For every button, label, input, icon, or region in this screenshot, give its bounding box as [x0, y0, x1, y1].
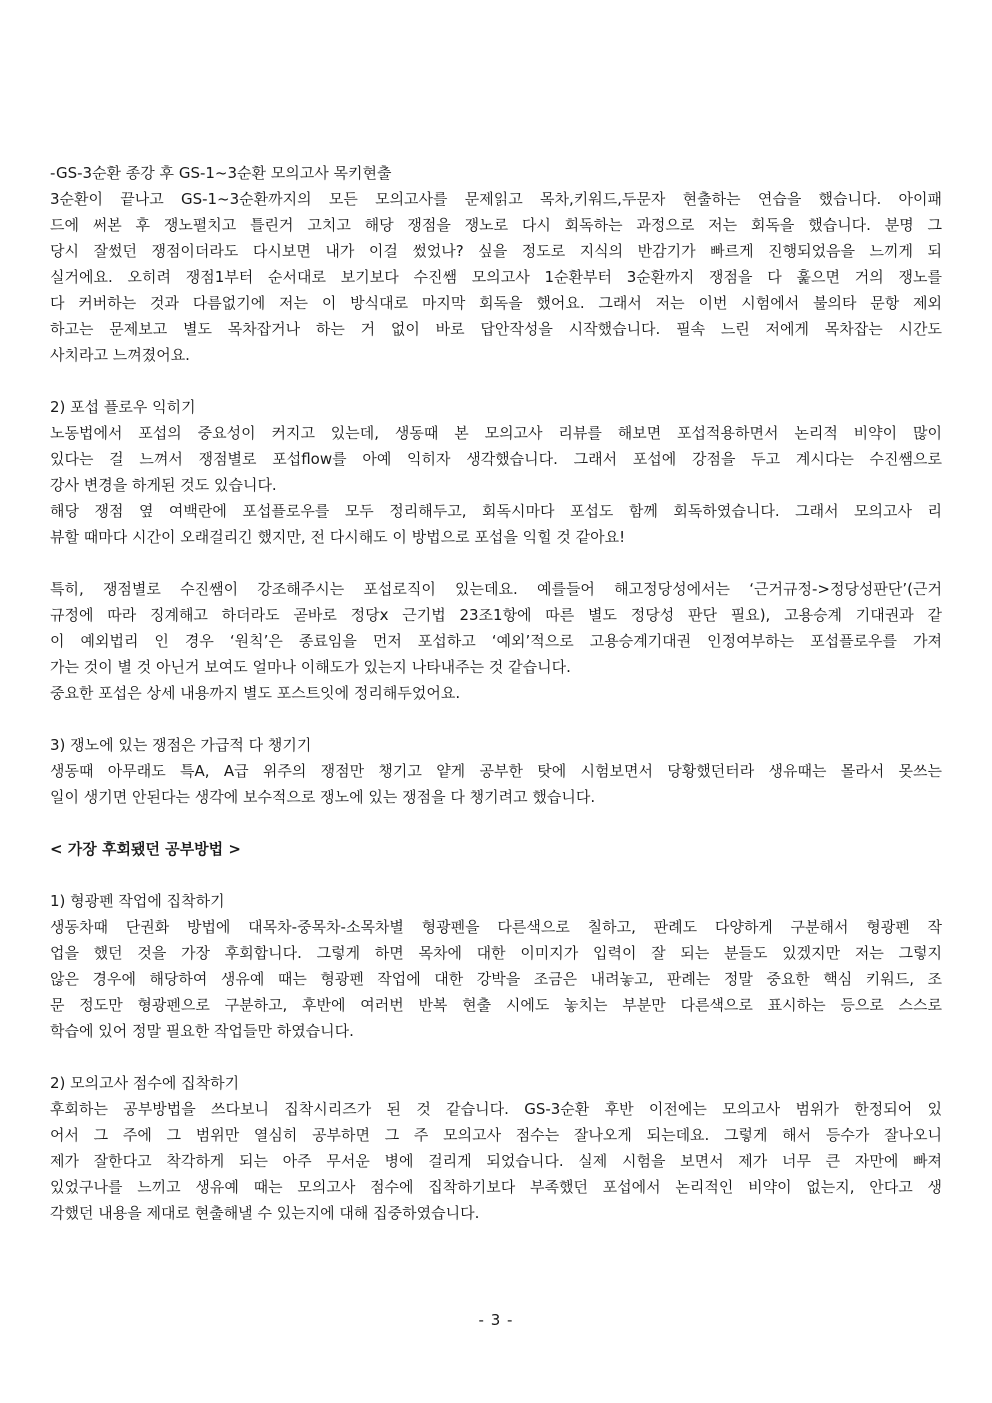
paragraph-line: 제가 잘한다고 착각하게 되는 아주 무서운 병에 걸리게 되었습니다. 실제 시험을 보면서 제가 너무 큰 자만에 빠져 [50, 1152, 942, 1170]
paragraph-line: 해당 쟁점 옆 여백란에 포섭플로우를 모두 정리해두고, 회독시마다 포섭도 함께 회독하였습니다. 그래서 모의고사 리 [50, 502, 942, 520]
section-subsumption-flow [50, 394, 942, 706]
paragraph-line: 노동법에서 포섭의 중요성이 커지고 있는데, 생동때 본 모의고사 리뷰를 해보면 포섭적용하면서 논리적 비약이 많이 [50, 424, 942, 442]
regret-methods-heading-block [50, 836, 942, 862]
paragraph-line: 드에 써본 후 쟁노펼치고 틀린거 고치고 해당 쟁점을 쟁노로 다시 회독하는 과정으로 저는 회독을 했습니다. 분명 그 [50, 216, 942, 234]
paragraph-line: 뷰할 때마다 시간이 오래걸리긴 했지만, 전 다시해도 이 방법으로 포섭을 익힐 것 같아요! [50, 528, 626, 546]
paragraph-line: 업을 했던 것을 가장 후회합니다. 그렇게 하면 목차에 대한 이미지가 입력이 잘 되는 분들도 있겠지만 저는 그렇지 [50, 944, 942, 962]
document-body [50, 160, 942, 1252]
paragraph-line: 하고는 문제보고 별도 목차잡거나 하는 거 없이 바로 답안작성을 시작했습니다. 필속 느린 저에게 목차잡는 시간도 [50, 320, 942, 338]
section-score-obsession [50, 1070, 942, 1226]
paragraph-line: 있다는 걸 느껴서 쟁점별로 포섭flow를 아예 익히자 생각했습니다. 그래서 포섭에 강점을 두고 계시다는 수진쌤으로 [50, 450, 942, 468]
paragraph-line: 규정에 따라 징계해고 하더라도 곧바로 정당x 근기법 23조1항에 따른 별도 정당성 판단 필요), 고용승계 기대권과 같 [50, 606, 942, 624]
paragraph-line: 생동차때 단권화 방법에 대목차-중목차-소목차별 형광펜을 다른색으로 칠하고, 판례도 다양하게 구분해서 형광펜 작 [50, 918, 942, 936]
paragraph-line: 각했던 내용을 제대로 현출해낼 수 있는지에 대해 집중하였습니다. [50, 1204, 480, 1222]
paragraph-line: 3순환이 끝나고 GS-1~3순환까지의 모든 모의고사를 문제읽고 목차,키워드,두문자 현출하는 연습을 했습니다. 아이패 [50, 190, 942, 208]
paragraph-line: 당시 잘썼던 쟁점이더라도 다시보면 내가 이걸 썼었나? 싶을 정도로 지식의 반감기가 빠르게 진행되었음을 느끼게 되 [50, 242, 942, 260]
paragraph-line: 후회하는 공부방법을 쓰다보니 집착시리즈가 된 것 같습니다. GS-3순환 후반 이전에는 모의고사 범위가 한정되어 있 [50, 1100, 942, 1118]
section-title: 1) 형광펜 작업에 집착하기 [50, 892, 225, 910]
paragraph-line: 다 커버하는 것과 다름없기에 저는 이 방식대로 마지막 회독을 했어요. 그래서 저는 이번 시험에서 불의타 문항 제외 [50, 294, 942, 312]
paragraph-spacer [50, 550, 942, 576]
paragraph-line: 생동때 아무래도 특A, A급 위주의 쟁점만 챙기고 얕게 공부한 탓에 시험보면서 당황했던터라 생유때는 몰라서 못쓰는 [50, 762, 942, 780]
page-number: - 3 - [478, 1311, 514, 1329]
paragraph-line: 어서 그 주에 그 범위만 열심히 공부하면 그 주 모의고사 점수는 잘나오게 되는데요. 그렇게 해서 등수가 잘나오니 [50, 1126, 942, 1144]
paragraph-line: 사치라고 느껴졌어요. [50, 346, 190, 364]
section-highlighter-obsession [50, 888, 942, 1044]
paragraph-line: 있었구나를 느끼고 생유예 때는 모의고사 점수에 집착하기보다 부족했던 포섭에서 논리적인 비약이 없는지, 안다고 생 [50, 1178, 942, 1196]
section-mock-exam-review [50, 160, 942, 368]
regret-methods-heading: < 가장 후회됐던 공부방법 > [50, 840, 241, 858]
section-cover-all-issues [50, 732, 942, 810]
paragraph-line: 이 예외법리 인 경우 ‘원칙’은 종료임을 먼저 포섭하고 ‘예외’적으로 고용승계기대권 인정여부하는 포섭플로우를 가져 [50, 632, 942, 650]
section-title: 2) 포섭 플로우 익히기 [50, 398, 196, 416]
paragraph-line: 일이 생기면 안된다는 생각에 보수적으로 쟁노에 있는 쟁점을 다 챙기려고 했습니다. [50, 788, 596, 806]
paragraph-line: 학습에 있어 정말 필요한 작업들만 하였습니다. [50, 1022, 354, 1040]
paragraph-line: 않은 경우에 해당하여 생유예 때는 형광펜 작업에 대한 강박을 조금은 내려놓고, 판례는 정말 중요한 핵심 키워드, 조 [50, 970, 942, 988]
section-title: 3) 쟁노에 있는 쟁점은 가급적 다 챙기기 [50, 736, 312, 754]
paragraph-line: 실거에요. 오히려 쟁점1부터 순서대로 보기보다 수진쌤 모의고사 1순환부터 3순환까지 쟁점을 다 훑으면 거의 쟁노를 [50, 268, 942, 286]
section-title: -GS-3순환 종강 후 GS-1~3순환 모의고사 목키현출 [50, 164, 392, 182]
paragraph-line: 특히, 쟁점별로 수진쌤이 강조해주시는 포섭로직이 있는데요. 예를들어 해고정당성에서는 ‘근거규정->정당성판단’(근거 [50, 580, 942, 598]
paragraph-line: 강사 변경을 하게된 것도 있습니다. [50, 476, 277, 494]
paragraph-line: 문 정도만 형광펜으로 구분하고, 후반에 여러번 반복 현출 시에도 놓치는 부분만 다른색으로 표시하는 등으로 스스로 [50, 996, 942, 1014]
paragraph-line: 중요한 포섭은 상세 내용까지 별도 포스트잇에 정리해두었어요. [50, 684, 461, 702]
paragraph-line: 가는 것이 별 것 아닌거 보여도 얼마나 이해도가 있는지 나타내주는 것 같습니다. [50, 658, 571, 676]
section-title: 2) 모의고사 점수에 집착하기 [50, 1074, 240, 1092]
